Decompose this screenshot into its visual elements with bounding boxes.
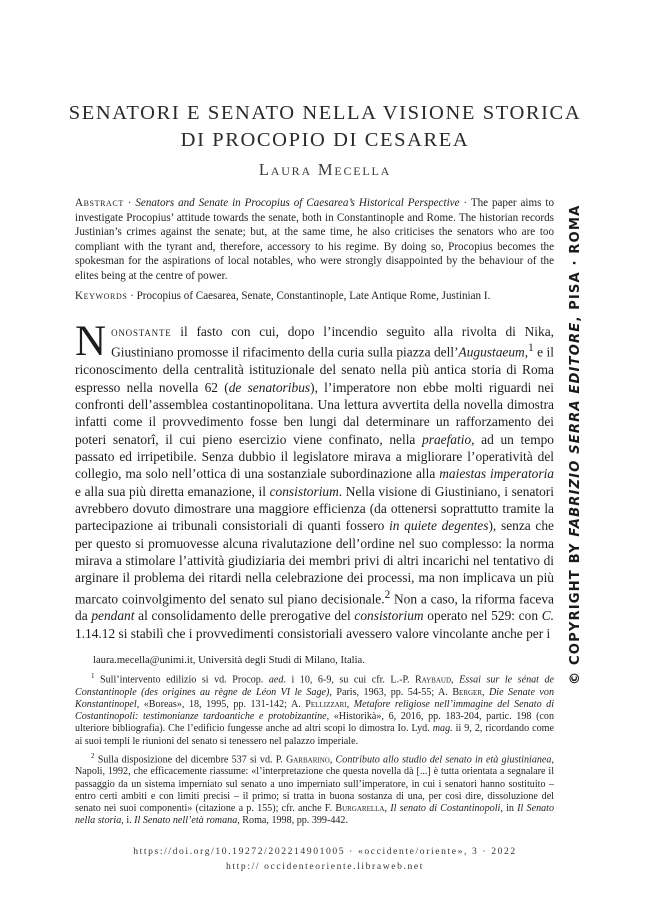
note-text: Sulla disposizione del dicembre 537 si vd. P. [94, 754, 286, 766]
first-word: onostante [111, 324, 172, 339]
body-italic: in quiete degentes [389, 518, 489, 534]
body-segment: e alla sua più diretta emanazione, il [75, 483, 270, 499]
body-segment: operato nel 529: con [423, 608, 542, 624]
footnote-ref-1: 1 [528, 342, 534, 355]
title-line-1: SENATORI E SENATO NELLA VISIONE STORICA [68, 102, 582, 124]
note-italic: Metafore religiose nell’immagine del Senato di Costantinopoli: testimonianze tardoantiche e protobizantine [75, 698, 555, 723]
abstract-text: The paper aims to investigate Procopius’ attitude towards the senate, both in Constantinople and Rome. The historian records Justinian’s crimes against the senate; but, at the same time, he also criticises the senators who are too compliant with the tyrant and, therefore, accessory to his regime. By doing so, Procopius becomes the spokesman for the aspirations of local notables, who were strongly disappointed by the behaviour of the elites being at the centre of power. [75, 197, 554, 282]
note-text: , [451, 674, 460, 686]
note-author: Raybaud [414, 674, 452, 686]
footnote-number: 2 [91, 751, 95, 760]
note-author: Pellizzari [305, 698, 347, 710]
note-text: , [346, 698, 354, 710]
body-italic: de senatoribus [228, 379, 311, 395]
note-italic: Il Senato nell’età romana [134, 815, 238, 827]
note-text: i 10, 6-9, su cui cfr. L.-P. [285, 674, 415, 686]
keywords-text: Procopius of Caesarea, Senate, Constantinople, Late Antique Rome, Justinian I. [136, 290, 491, 302]
footnote-ref-2: 2 [384, 588, 391, 601]
body-segment: . Nella visione di Giustiniano, i senatori avrebbero dovuto dimostrare una maggiore efficienza (da ottenersi soprattutto tramite la partecipazione ai tribunali consistoriali di quanti fossero [75, 483, 554, 534]
body-italic: C. [541, 608, 554, 624]
copyright-prefix: © COPYRIGHT BY [568, 536, 583, 685]
body-segment: e il riconoscimento della centralità istituzionale del senato nella più antica storia di Roma espresso nella novella 62 ( [75, 344, 554, 395]
note-text: , in [500, 803, 518, 815]
body-segment: il fasto con cui, dopo l’incendio seguìto alla rivolta di Nika, Giustiniano promosse il rifacimento della curia sulla piazza dell’ [111, 324, 554, 360]
article-title [0, 100, 650, 154]
copyright-location: , PISA · ROMA [568, 204, 583, 322]
body-italic: maiestas imperatoria [439, 466, 554, 482]
footnote-1 [75, 670, 554, 748]
body-italic: consistorium [269, 483, 339, 499]
abstract-label: Abstract [75, 197, 124, 209]
note-text: , Napoli, 1992, che efficacemente riassume: «l’interpretazione che questa novella dà [...] è tutta orientata a segnalare il passaggio da un sistema imperniato sul senato a uno imperniato sull’imperatore, in cui i senatori hanno sostituito – entro certi ambiti e con limiti precisi – il primo; si tratta in buona sostanza di una, per così dire, dissoluzione del senato nei suoi componenti» (citazione a p. 155); cfr. anche F. [75, 754, 554, 815]
author-name: Laura Mecella [258, 160, 392, 179]
footnotes [75, 670, 554, 830]
journal-url[interactable]: http:// occidenteoriente.libraweb.net [226, 860, 424, 872]
title-line-2: DI PROCOPIO DI CESAREA [180, 129, 470, 151]
note-text: , [482, 686, 490, 698]
doi-link[interactable]: https://doi.org/10.19272/202214901005 · «occidente/oriente», 3 · 2022 [133, 846, 517, 857]
note-author: Burgarella [335, 803, 385, 815]
body-segment: al consolidamento delle prerogative del [134, 608, 355, 624]
footnote-number: 1 [91, 672, 95, 680]
drop-cap: N [75, 318, 107, 365]
note-italic: Contributo allo studio del senato in età giustinianea [335, 754, 552, 766]
note-text: , Roma, 1998, pp. 399-442. [237, 815, 348, 827]
note-text: , [384, 803, 391, 815]
abstract-english-title: Senators and Senate in Procopius of Caesarea’s Historical Perspective [135, 197, 460, 209]
page-footer [0, 845, 650, 874]
body-segment: ), l’imperatore non ebbe molti riguardi nei confronti dell’assemblea costantinopolitana. Una lettura avvertita della novella dimostra infatti come il provvedimento fosse ben lungi dal determinare un rafforzamento dei poteri senatorî, il cui pieno esercizio viene confinato, nella [75, 379, 555, 447]
body-segment: 1.14.12 si stabilì che i provvedimenti consistoriali avessero valore vincolante anche per i [75, 625, 551, 641]
note-text: , «Historikà», 6, 2016, pp. 183-204, partic. 198 (con ulteriore bibliografia). Che l’edificio fungesse anche ad altri scopi lo dimostra Io. Lyd. [75, 711, 554, 735]
body-segment: Non a caso, la riforma faceva da [75, 591, 554, 624]
note-text: , i. [121, 815, 135, 827]
note-text: , [329, 754, 336, 766]
footnote-2 [75, 750, 554, 828]
note-italic: Essai sur le sénat de Constantinople (des origines au règne de Léon VI le Sage) [75, 674, 555, 698]
abstract: Abstract · Senators and Senate in Procopius of Caesarea’s Historical Perspective · The paper aims to investigate Procopius’ attitude towards the senate, both in Constantinople and Rome. The historian records Justinian’s crimes against the senate; but, at the same time, he also criticises the senators who are too compliant with the tyrant and, therefore, accessory to his regime. By doing so, Procopius becomes the spokesman for the aspirations of local notables, who were strongly disappointed by the behaviour of the elites being at the centre of power. [75, 197, 554, 282]
note-text: , «Boreas», 18, 1995, pp. 131-142; A. [136, 698, 306, 710]
note-author: Berger [452, 686, 483, 698]
body-italic: pendant [91, 608, 135, 624]
body-paragraph: Nonostante il fasto con cui, dopo l’incendio seguìto alla rivolta di Nika, Giustiniano promosse il rifacimento della curia sulla piazza dell’Augustaeum,$^1$ e il riconoscimento della centralità istituzionale del senato nella più antica storia di Roma espresso nella novella 62 (de senatoribus), l’imperatore non ebbe molti riguardi nei confronti dell’assemblea costantinopolitana. Una lettura avvertita della novella dimostra infatti come il provvedimento fosse ben lungi dal determinare un rafforzamento dei poteri senatorî, il cui pieno esercizio viene confinato, nella praefatio, ad un tempo passato ed irripetibile. Senza dubbio il legislatore mirava a migliorare l’operatività del collegio, ma solo nell’ottica di una sostanziale subordinazione alla maiestas imperatoria e alla sua più diretta emanazione, il consistorium. Nella visione di Giustiniano, i senatori avrebbero dovuto dimostrare una maggiore efficienza (da ottenersi soprattutto tramite la partecipazione ai tribunali consistoriali di quanti fossero in quiete degentes), senza che per questo si promuovesse alcuna rivalutazione dell’ordine nel suo complesso: la norma mirava a stimolare l’attività giudiziaria dei membri privi di altri incarichi nel tentativo di arginare il problema dei ritardi nella celebrazione dei processi, ma non implicava un più marcato coinvolgimento del senato sul piano decisionale.$^2$ Non a caso, la riforma faceva da pendant al consolidamento delle prerogative del consistorium operato nel 529: con C. 1.14.12 si stabilì che i provvedimenti consistoriali avessero valore vincolante anche per i [75, 318, 555, 641]
body-italic: Augustaeum [458, 344, 525, 360]
body-italic: praefatio [422, 431, 472, 447]
note-italic: Il Senato nella storia [75, 803, 555, 827]
note-italic: Die Senate von Konstantinopel [75, 686, 554, 710]
copyright-sidebar [568, 204, 590, 685]
author-affiliation: laura.mecella@unimi.it, Università degli Studi di Milano, Italia. [93, 655, 365, 666]
note-author: Garbarino [285, 754, 330, 766]
note-italic: mag. [432, 723, 453, 735]
note-text: Sull’intervento edilizio si vd. Procop. [94, 674, 269, 686]
publisher-name: FABRIZIO SERRA EDITORE [568, 321, 583, 537]
body-segment: ), senza che per questo si promuovesse alcuna rivalutazione dell’ordine nel suo complesso: la norma mirava a stimolare l’attività giudiziaria dei membri privi di altri incarichi nel tentativo di arginare il problema dei ritardi nella celebrazione dei processi, ma non implicava un più marcato coinvolgimento del senato sul piano decisionale. [75, 518, 555, 607]
note-text: ii 9, 2, ricordando come ai suoi templi le riunioni del senato si tenessero nel palazzo imperiale. [75, 723, 554, 747]
note-text: , Paris, 1963, pp. 54-55; A. [329, 686, 453, 698]
note-italic: aed. [268, 674, 286, 686]
body-segment: , ad un tempo passato ed irripetibile. Senza dubbio il legislatore mirava a migliorare l’operatività del collegio, ma solo nell’ottica di una sostanziale subordinazione alla [75, 431, 555, 482]
keywords-label: Keywords [75, 290, 128, 302]
body-italic: consistorium [354, 608, 424, 624]
note-italic: Il senato di Costantinopoli [390, 803, 501, 815]
keywords: Keywords · Procopius of Caesarea, Senate, Constantinople, Late Antique Rome, Justinian I. [75, 290, 491, 302]
